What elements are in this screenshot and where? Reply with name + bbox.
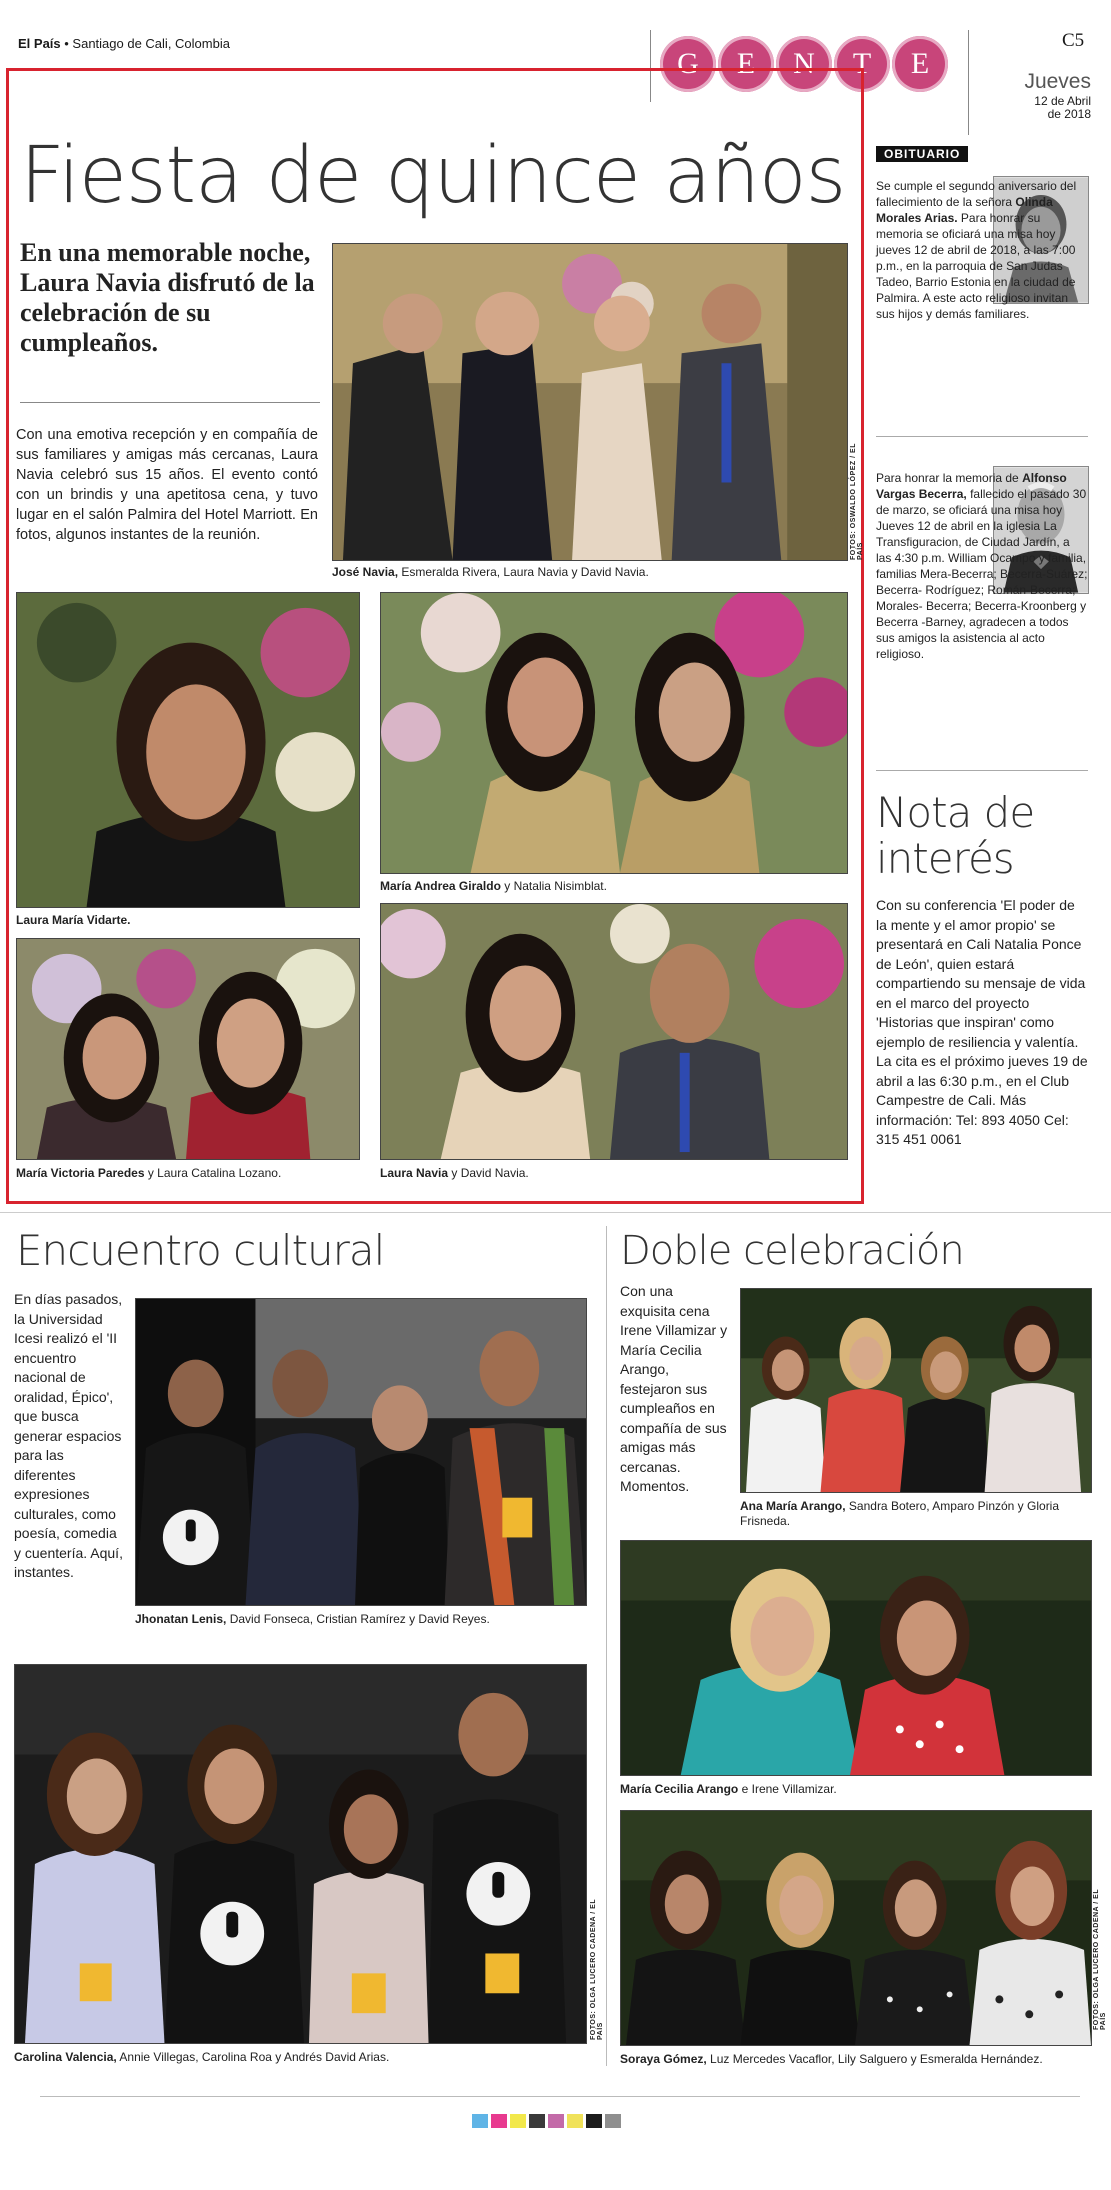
photo-laura-navia-david-navia — [380, 903, 848, 1160]
caption-soraya-gomez: Soraya Gómez, Luz Mercedes Vacaflor, Lily Salguero y Esmeralda Hernández. — [620, 2052, 1043, 2066]
caption-ana-maria-arango: Ana María Arango, Sandra Botero, Amparo Pinzón y Gloria Frisneda. — [740, 1499, 1060, 1528]
encuentro-body: En días pasados, la Universidad Icesi realizó el 'II encuentro nacional de oralidad, Épico', que busca generar espacios para las diferentes expresiones culturales, como poesía, comedia y cuentería. Aquí, instantes. — [14, 1291, 123, 1580]
encuentro-title: Encuentro cultural — [16, 1226, 385, 1275]
photo-family-group — [332, 243, 848, 561]
print-mark-6 — [586, 2114, 602, 2128]
fiesta-body: Con una emotiva recepción y en compañía de sus familiares y amigas más cercanas, Laura Navia celebró sus 15 años. El evento contó con un brindis y una apetitosa cena, y tuvo lugar en el salón Palmira del Hotel Marriott. En fotos, algunos instantes de la reunión. — [16, 427, 318, 543]
photo-maria-cecilia-arango — [620, 1540, 1092, 1776]
color-registration-marks — [472, 2114, 621, 2128]
page-code: C5 — [1062, 30, 1085, 51]
print-mark-2 — [510, 2114, 526, 2128]
caption-laura-navia-david-navia: Laura Navia y David Navia. — [380, 1166, 529, 1180]
photo-laura-maria-vidarte — [16, 592, 360, 908]
section-divider — [0, 1212, 1111, 1213]
encuentro-photo-credit: FOTOS: OLGA LUCERO CADENA / EL PAÍS — [590, 1898, 604, 2040]
gente-letter-g-0: G — [660, 36, 716, 92]
nota-title-line2: interés — [876, 834, 1014, 883]
photo-ana-maria-arango-group — [740, 1288, 1092, 1493]
nota-body: Con su conferencia 'El poder de la mente y el amor propio' se presentará en Cali Natalia Ponce de León', quien estará compartiendo su mensaje de vida en el marco del proyecto 'Historias que inspiran' como ejemplo de resiliencia y valentía. La cita es el próximo jueves 19 de abril a las 6:30 p.m., en el Club Campestre de Cali. Más información: Tel: 893 4050 Cel: 315 451 0061 — [876, 897, 1088, 1147]
fiesta-photo-credit: FOTOS: OSWALDO LÓPEZ / EL PAÍS — [850, 443, 864, 560]
caption-jhonatan-lenis: Jhonatan Lenis, David Fonseca, Cristian Ramírez y David Reyes. — [135, 1612, 490, 1626]
print-mark-5 — [567, 2114, 583, 2128]
date-line2: de 2018 — [1047, 107, 1091, 121]
column-divider — [606, 1226, 607, 2066]
nota-divider-top — [876, 770, 1088, 771]
date-day: Jueves — [1024, 70, 1091, 93]
bottom-rule — [40, 2096, 1080, 2097]
caption-maria-cecilia-arango: María Cecilia Arango e Irene Villamizar. — [620, 1782, 837, 1796]
gente-letter-t-3: T — [834, 36, 890, 92]
photo-soraya-gomez-group — [620, 1810, 1092, 2046]
gente-letter-n-2: N — [776, 36, 832, 92]
photo-jhonatan-lenis-group — [135, 1298, 587, 1606]
gente-letter-e-1: E — [718, 36, 774, 92]
photo-maria-andrea-giraldo — [380, 592, 848, 874]
header-vertical-rule-right — [968, 30, 969, 135]
fiesta-deck: En una memorable noche, Laura Navia disfrutó de la celebración de su cumpleaños. — [20, 238, 315, 357]
doble-body: Con una exquisita cena Irene Villamizar y María Cecilia Arango, festejaron sus cumpleaños en compañía de sus amigas más cercanas. Momentos. — [620, 1283, 728, 1494]
location: • Santiago de Cali, Colombia — [60, 36, 230, 51]
caption-maria-andrea-giraldo: María Andrea Giraldo y Natalia Nisimblat. — [380, 879, 607, 893]
doble-photo-credit: FOTOS: OLGA LUCERO CADENA / EL PAÍS — [1093, 1888, 1107, 2030]
deck-divider — [20, 402, 320, 403]
print-mark-3 — [529, 2114, 545, 2128]
print-mark-7 — [605, 2114, 621, 2128]
fiesta-title: Fiesta de quince años — [20, 131, 846, 221]
print-mark-0 — [472, 2114, 488, 2128]
obituario-divider — [876, 436, 1088, 437]
masthead — [18, 36, 230, 51]
paper-name: El País — [18, 36, 61, 51]
caption-family: José Navia, Esmeralda Rivera, Laura Navia y David Navia. — [332, 565, 649, 579]
nota-title-line1: Nota de — [876, 788, 1035, 837]
photo-maria-victoria-paredes — [16, 938, 360, 1160]
obituario-label: OBITUARIO — [876, 146, 968, 162]
caption-carolina-valencia: Carolina Valencia, Annie Villegas, Carolina Roa y Andrés David Arias. — [14, 2050, 390, 2064]
obituario-text-2: Para honrar la memoria de Alfonso Vargas Becerra, fallecido el pasado 30 de marzo, se oficiará una misa hoy Jueves 12 de abril en la iglesia La Transfiguracion, de Ciudad Jardín, a las 4:30 p.m. William Ocampo y familia, familias Mera-Becerra; Becerra-Suárez; Becerra- Rodríguez; Román-Becerra; Morales- Becerra; Becerra-Kroonberg y Becerra -Barney, agradecen a todos sus amigos la asistencia al acto religioso. — [876, 471, 1088, 661]
print-mark-4 — [548, 2114, 564, 2128]
obituario-text-1: Se cumple el segundo aniversario del fallecimiento de la señora Olinda Morales Arias. Para honrar su memoria se oficiará una misa hoy jueves 12 de abril de 2018, a las 7:00 p.m., en la parroquia de San Judas Tadeo, Barrio Estonia en la ciudad de Palmira. A este acto religioso invitan sus hijos y demás familiares. — [876, 179, 1077, 321]
caption-maria-victoria-paredes: María Victoria Paredes y Laura Catalina Lozano. — [16, 1166, 282, 1180]
print-mark-1 — [491, 2114, 507, 2128]
gente-letter-e-4: E — [892, 36, 948, 92]
doble-title: Doble celebración — [620, 1228, 964, 1274]
caption-laura-maria-vidarte: Laura María Vidarte. — [16, 913, 131, 927]
photo-carolina-valencia-group — [14, 1664, 587, 2044]
date-line1: 12 de Abril — [1034, 94, 1091, 108]
